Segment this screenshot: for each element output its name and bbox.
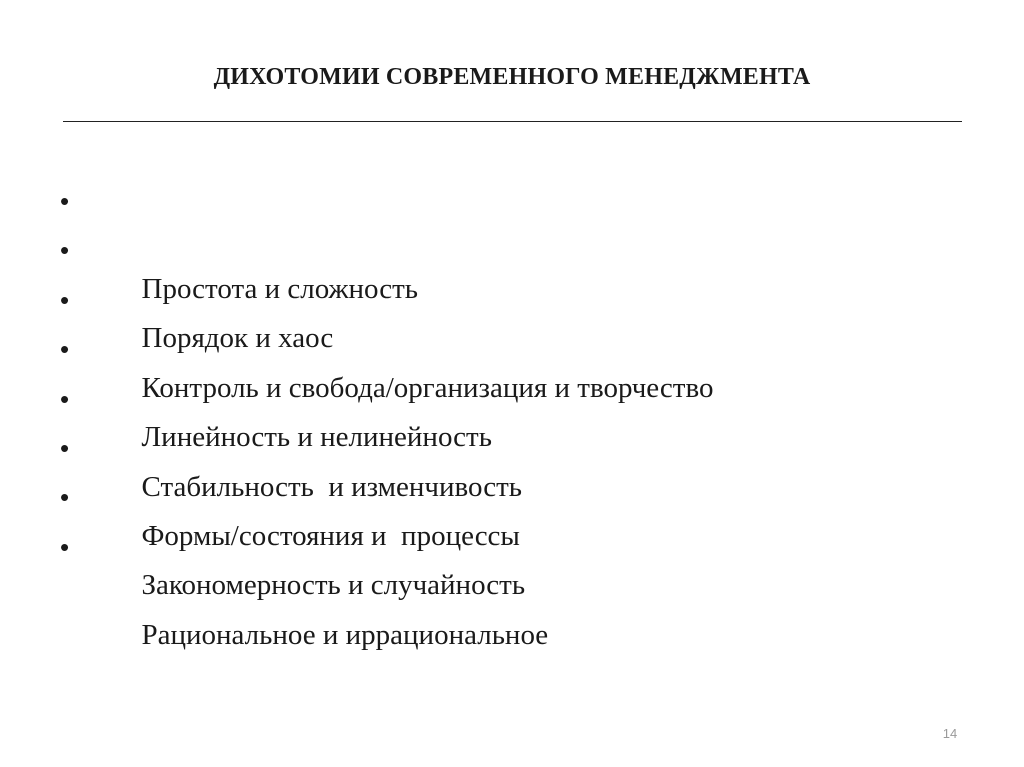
bullet-icon: • xyxy=(60,383,70,414)
page-number: 14 xyxy=(942,726,958,741)
list-item-text: Порядок и хаос xyxy=(141,322,334,355)
bullet-list xyxy=(60,179,714,651)
bullet-icon: • xyxy=(60,284,70,315)
list-item-text: Закономерность и случайность xyxy=(141,569,526,602)
list-item-text: Формы/состояния и процессы xyxy=(141,519,520,552)
title-underline xyxy=(63,121,962,122)
bullet-icon: • xyxy=(60,235,70,266)
list-item-text: Стабильность и изменчивость xyxy=(141,470,523,503)
list-item-text: Контроль и свобода/организация и творчество xyxy=(141,371,714,404)
bullet-icon: • xyxy=(60,334,70,365)
list-item-text: Линейность и нелинейность xyxy=(141,421,492,454)
bullet-icon: • xyxy=(60,186,70,216)
bullet-icon: • xyxy=(60,482,70,513)
bullet-icon: • xyxy=(60,531,70,562)
list-item-text: Простота и сложность xyxy=(141,273,419,305)
list-item-text: Рациональное и иррациональное xyxy=(141,618,549,651)
bullet-icon: • xyxy=(60,432,70,463)
list-item xyxy=(60,179,713,305)
slide-title: ДИХОТОМИИ СОВРЕМЕННОГО МЕНЕДЖМЕНТА xyxy=(213,64,811,90)
